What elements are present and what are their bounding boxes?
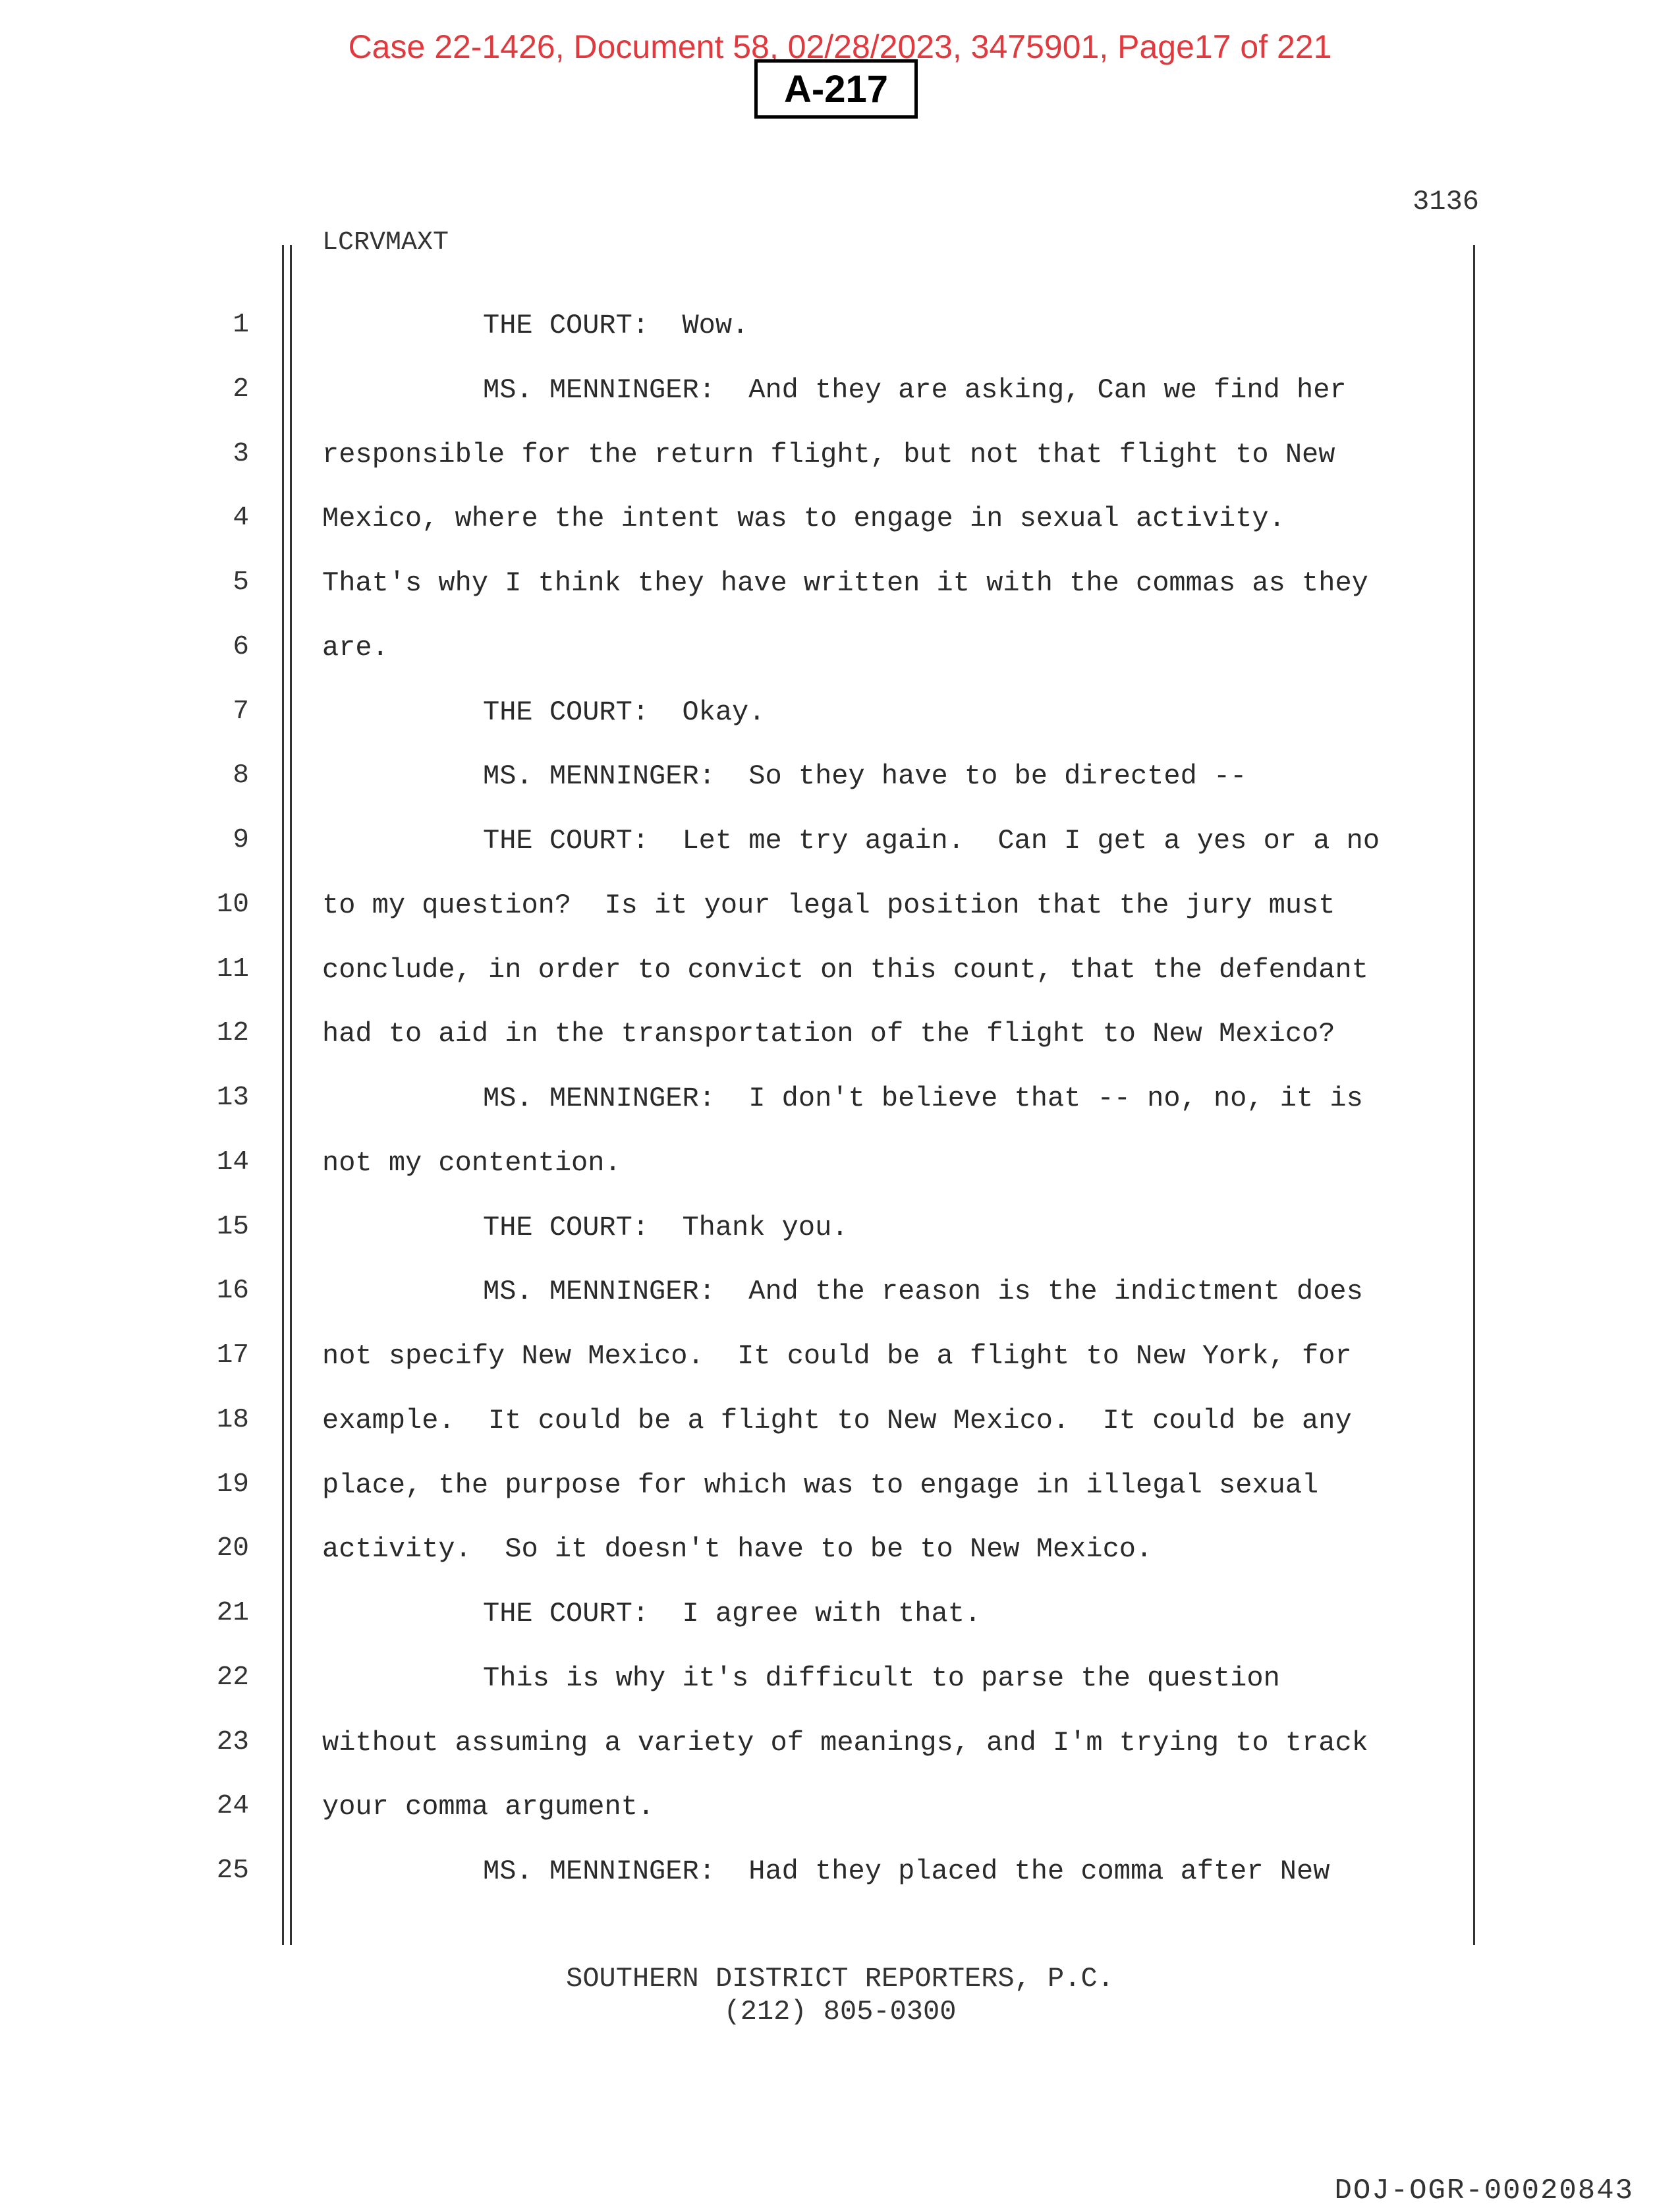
line-number: 16 <box>216 1276 249 1307</box>
line-number: 18 <box>216 1404 249 1435</box>
line-text: not specify New Mexico. It could be a flight to New York, for <box>322 1340 1352 1372</box>
transcript-line <box>0 1276 1680 1340</box>
transcript-line <box>0 1018 1680 1083</box>
line-number: 2 <box>233 374 249 405</box>
bates-number: DOJ-OGR-00020843 <box>1334 2174 1634 2207</box>
transcript-line <box>0 1791 1680 1856</box>
line-number: 6 <box>233 631 249 662</box>
line-number: 12 <box>216 1018 249 1049</box>
transcript-line <box>0 954 1680 1019</box>
line-number: 9 <box>233 825 249 855</box>
footer <box>0 1962 1680 2028</box>
page-number: 3136 <box>1413 186 1479 217</box>
transcript-line <box>0 1147 1680 1212</box>
reporter-phone: (212) 805-0300 <box>723 1996 957 2028</box>
line-text: conclude, in order to convict on this count, that the defendant <box>322 953 1368 986</box>
line-number: 23 <box>216 1726 249 1757</box>
line-number: 5 <box>233 567 249 598</box>
transcript-line <box>0 632 1680 696</box>
line-number: 15 <box>216 1211 249 1242</box>
line-number: 1 <box>233 310 249 340</box>
line-text: This is why it's difficult to parse the question <box>483 1662 1280 1694</box>
transcript-line <box>0 1856 1680 1920</box>
line-number: 4 <box>233 503 249 534</box>
line-text: responsible for the return flight, but not that flight to New <box>322 438 1335 470</box>
line-number: 7 <box>233 696 249 727</box>
line-number: 10 <box>216 889 249 920</box>
transcript-line <box>0 760 1680 825</box>
document-code: LCRVMAXT <box>322 228 449 258</box>
line-text: your comma argument. <box>322 1791 655 1823</box>
transcript-line <box>0 310 1680 374</box>
transcript-line <box>0 503 1680 567</box>
line-text: activity. So it doesn't have to be to New Mexico. <box>322 1533 1153 1566</box>
transcript-line <box>0 1469 1680 1534</box>
transcript-line <box>0 825 1680 890</box>
transcript-line <box>0 1212 1680 1276</box>
line-number: 13 <box>216 1083 249 1113</box>
line-number: 19 <box>216 1469 249 1500</box>
line-text: THE COURT: Thank you. <box>483 1211 849 1243</box>
line-text: had to aid in the transportation of the flight to New Mexico? <box>322 1018 1335 1050</box>
line-text: example. It could be a flight to New Mexico. It could be any <box>322 1404 1352 1436</box>
line-text: place, the purpose for which was to engage in illegal sexual <box>322 1469 1319 1501</box>
line-text: That's why I think they have written it with the commas as they <box>322 567 1368 599</box>
transcript-line <box>0 1340 1680 1405</box>
transcript-line <box>0 1662 1680 1727</box>
line-number: 24 <box>216 1791 249 1822</box>
transcript-line <box>0 696 1680 761</box>
reporter-name: SOUTHERN DISTRICT REPORTERS, P.C. <box>566 1963 1114 1995</box>
line-text: to my question? Is it your legal position that the jury must <box>322 889 1335 921</box>
line-text: MS. MENNINGER: I don't believe that -- no, no, it is <box>483 1083 1363 1114</box>
line-text: THE COURT: Let me try again. Can I get a yes or a no <box>483 825 1380 857</box>
exhibit-label: A-217 <box>754 59 918 119</box>
line-number: 20 <box>216 1533 249 1564</box>
transcript-line <box>0 567 1680 632</box>
transcript-line <box>0 1083 1680 1147</box>
line-number: 11 <box>216 953 249 984</box>
line-text: are. <box>322 631 389 664</box>
line-text: not my contention. <box>322 1147 621 1179</box>
line-text: Mexico, where the intent was to engage in sexual activity. <box>322 503 1285 535</box>
line-text: MS. MENNINGER: Had they placed the comma after New <box>483 1856 1330 1887</box>
line-text: MS. MENNINGER: And they are asking, Can we find her <box>483 374 1347 406</box>
line-number: 21 <box>216 1598 249 1628</box>
transcript-line <box>0 439 1680 503</box>
transcript-line <box>0 1598 1680 1662</box>
line-number: 22 <box>216 1662 249 1693</box>
case-header: Case 22-1426, Document 58, 02/28/2023, 3475901, Page17 of 221 <box>348 28 1332 65</box>
transcript-line <box>0 890 1680 954</box>
transcript-line <box>0 1533 1680 1598</box>
line-number: 8 <box>233 760 249 791</box>
line-number: 25 <box>216 1856 249 1886</box>
transcript-line <box>0 374 1680 439</box>
line-number: 3 <box>233 438 249 469</box>
line-text: MS. MENNINGER: So they have to be directed -- <box>483 760 1247 793</box>
line-text: THE COURT: Okay. <box>483 696 766 728</box>
line-number: 14 <box>216 1147 249 1177</box>
line-text: without assuming a variety of meanings, and I'm trying to track <box>322 1726 1368 1759</box>
line-text: THE COURT: I agree with that. <box>483 1598 982 1630</box>
line-number: 17 <box>216 1340 249 1371</box>
line-text: MS. MENNINGER: And the reason is the indictment does <box>483 1276 1363 1308</box>
line-text: THE COURT: Wow. <box>483 310 749 341</box>
transcript-line <box>0 1727 1680 1792</box>
transcript-line <box>0 1405 1680 1469</box>
